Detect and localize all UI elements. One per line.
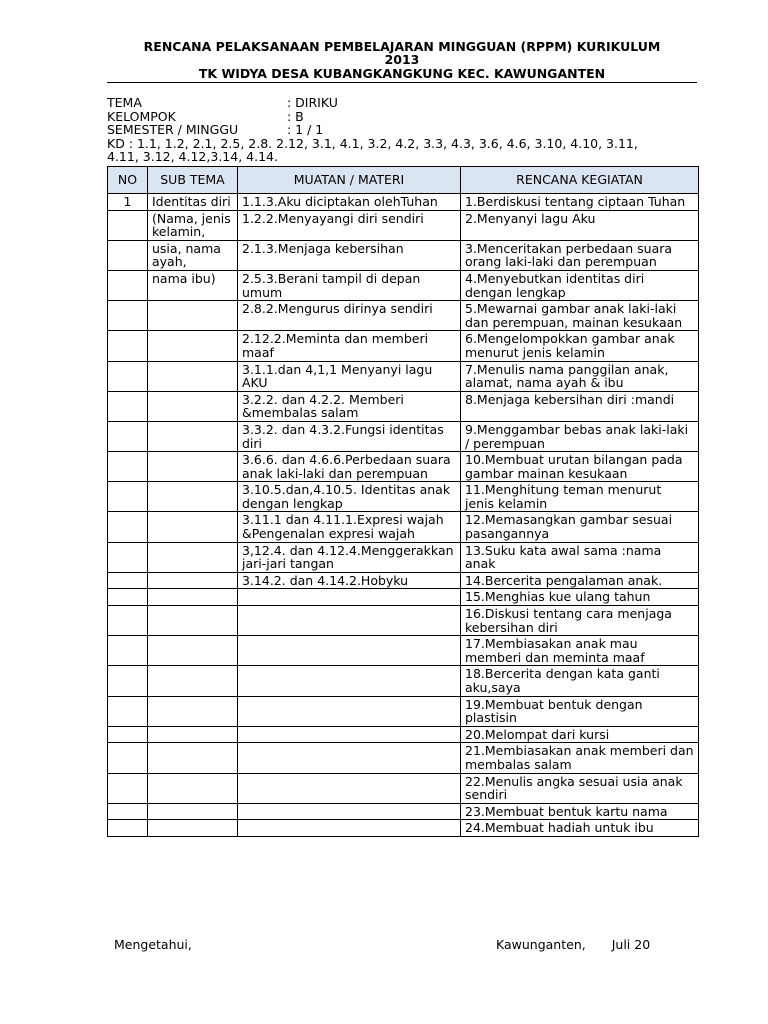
- footer-place: Kawunganten,: [496, 937, 586, 952]
- cell-sub-tema: [148, 666, 238, 696]
- cell-materi: [238, 606, 461, 636]
- table-row: [108, 361, 699, 391]
- cell-materi: [238, 696, 461, 726]
- cell-kegiatan: 3.Menceritakan perbedaan suara orang laki-laki dan perempuan: [461, 240, 699, 270]
- table-row: [108, 542, 699, 572]
- table-body: [108, 194, 699, 837]
- cell-no: [108, 696, 148, 726]
- cell-sub-tema: usia, nama ayah,: [148, 240, 238, 270]
- table-row: [108, 452, 699, 482]
- semester-label: SEMESTER / MINGGU: [107, 122, 239, 138]
- cell-no: [108, 572, 148, 589]
- cell-materi: 2.8.2.Mengurus dirinya sendiri: [238, 301, 461, 331]
- cell-sub-tema: [148, 743, 238, 773]
- cell-kegiatan: 7.Menulis nama panggilan anak, alamat, nama ayah & ibu: [461, 361, 699, 391]
- cell-sub-tema: [148, 726, 238, 743]
- cell-materi: 3.1.1.dan 4,1,1 Menyanyi lagu AKU: [238, 361, 461, 391]
- footer-place-date: [496, 937, 650, 952]
- cell-no: [108, 391, 148, 421]
- cell-kegiatan: 8.Menjaga kebersihan diri :mandi: [461, 391, 699, 421]
- cell-sub-tema: [148, 301, 238, 331]
- school-name: TK WIDYA DESA KUBANGKANGKUNG KEC. KAWUNGANTEN: [198, 66, 606, 81]
- cell-kegiatan: 9.Menggambar bebas anak laki-laki / perempuan: [461, 421, 699, 451]
- cell-sub-tema: nama ibu): [148, 270, 238, 300]
- cell-no: [108, 240, 148, 270]
- cell-sub-tema: [148, 512, 238, 542]
- table-row: [108, 572, 699, 589]
- cell-materi: 2.1.3.Menjaga kebersihan: [238, 240, 461, 270]
- table-row: [108, 210, 699, 240]
- table-row: [108, 726, 699, 743]
- cell-kegiatan: 18.Bercerita dengan kata ganti aku,saya: [461, 666, 699, 696]
- cell-kegiatan: 14.Bercerita pengalaman anak.: [461, 572, 699, 589]
- tema-value: : DIRIKU: [287, 95, 338, 110]
- footer-acknowledged: Mengetahui,: [114, 937, 192, 952]
- cell-kegiatan: 21.Membiasakan anak memberi dan membalas salam: [461, 743, 699, 773]
- table-row: [108, 666, 699, 696]
- cell-sub-tema: [148, 421, 238, 451]
- header-sub-tema: SUB TEMA: [148, 167, 238, 194]
- cell-sub-tema: [148, 542, 238, 572]
- cell-no: [108, 421, 148, 451]
- cell-no: [108, 210, 148, 240]
- cell-materi: 1.1.3.Aku diciptakan olehTuhan: [238, 194, 461, 211]
- cell-kegiatan: 6.Mengelompokkan gambar anak menurut jenis kelamin: [461, 331, 699, 361]
- table-row: [108, 301, 699, 331]
- cell-kegiatan: 16.Diskusi tentang cara menjaga kebersihan diri: [461, 606, 699, 636]
- cell-materi: 3,12.4. dan 4.12.4.Menggerakkan jari-jari tangan: [238, 542, 461, 572]
- cell-sub-tema: Identitas diri: [148, 194, 238, 211]
- cell-no: [108, 452, 148, 482]
- tema-label: TEMA: [107, 95, 142, 110]
- cell-sub-tema: [148, 636, 238, 666]
- table-row: [108, 589, 699, 606]
- cell-sub-tema: [148, 482, 238, 512]
- table-row: [108, 391, 699, 421]
- cell-kegiatan: 23.Membuat bentuk kartu nama: [461, 803, 699, 820]
- cell-no: [108, 803, 148, 820]
- lesson-plan-table: [107, 166, 699, 837]
- cell-sub-tema: [148, 606, 238, 636]
- cell-kegiatan: 20.Melompat dari kursi: [461, 726, 699, 743]
- cell-kegiatan: 13.Suku kata awal sama :nama anak: [461, 542, 699, 572]
- cell-materi: [238, 803, 461, 820]
- plan-metadata: [107, 96, 697, 164]
- table-row: [108, 803, 699, 820]
- table-row: [108, 743, 699, 773]
- cell-materi: [238, 636, 461, 666]
- cell-sub-tema: [148, 331, 238, 361]
- meta-kelompok: [107, 110, 697, 124]
- cell-materi: 2.12.2.Meminta dan memberi maaf: [238, 331, 461, 361]
- table-row: [108, 820, 699, 837]
- semester-value: : 1 / 1: [287, 122, 324, 138]
- table-row: [108, 331, 699, 361]
- cell-materi: 3.11.1 dan 4.11.1.Expresi wajah &Pengenalan expresi wajah: [238, 512, 461, 542]
- table-row: [108, 636, 699, 666]
- cell-kegiatan: 4.Menyebutkan identitas diri dengan lengkap: [461, 270, 699, 300]
- cell-materi: [238, 820, 461, 837]
- kelompok-label: KELOMPOK: [107, 108, 176, 124]
- cell-no: [108, 542, 148, 572]
- header-no: NO: [108, 167, 148, 194]
- cell-sub-tema: [148, 820, 238, 837]
- cell-materi: [238, 743, 461, 773]
- table-row: [108, 240, 699, 270]
- header-rencana-kegiatan: RENCANA KEGIATAN: [461, 167, 699, 194]
- cell-no: 1: [108, 194, 148, 211]
- cell-materi: [238, 666, 461, 696]
- cell-kegiatan: 10.Membuat urutan bilangan pada gambar mainan kesukaan: [461, 452, 699, 482]
- cell-no: [108, 512, 148, 542]
- cell-materi: 3.6.6. dan 4.6.6.Perbedaan suara anak laki-laki dan perempuan: [238, 452, 461, 482]
- kd-line-1: KD : 1.1, 1.2, 2.1, 2.5, 2.8. 2.12, 3.1, 4.1, 3.2, 4.2, 3.3, 4.3, 3.6, 4.6, 3.10, 4.10, 3.11,: [107, 135, 638, 151]
- cell-materi: 2.5.3.Berani tampil di depan umum: [238, 270, 461, 300]
- cell-materi: [238, 726, 461, 743]
- cell-kegiatan: 2.Menyanyi lagu Aku: [461, 210, 699, 240]
- cell-no: [108, 743, 148, 773]
- table-row: [108, 773, 699, 803]
- cell-sub-tema: [148, 572, 238, 589]
- table-row: [108, 421, 699, 451]
- meta-semester: [107, 123, 697, 137]
- cell-kegiatan: 19.Membuat bentuk dengan plastisin: [461, 696, 699, 726]
- cell-no: [108, 820, 148, 837]
- cell-sub-tema: [148, 773, 238, 803]
- cell-kegiatan: 17.Membiasakan anak mau memberi dan meminta maaf: [461, 636, 699, 666]
- cell-kegiatan: 12.Memasangkan gambar sesuai pasangannya: [461, 512, 699, 542]
- cell-kegiatan: 22.Menulis angka sesuai usia anak sendiri: [461, 773, 699, 803]
- cell-kegiatan: 11.Menghitung teman menurut jenis kelamin: [461, 482, 699, 512]
- cell-no: [108, 773, 148, 803]
- header-divider: [107, 82, 697, 83]
- cell-sub-tema: [148, 589, 238, 606]
- cell-no: [108, 666, 148, 696]
- table-header-row: [108, 167, 699, 194]
- cell-sub-tema: (Nama, jenis kelamin,: [148, 210, 238, 240]
- cell-kegiatan: 1.Berdiskusi tentang ciptaan Tuhan: [461, 194, 699, 211]
- cell-sub-tema: [148, 391, 238, 421]
- cell-sub-tema: [148, 696, 238, 726]
- cell-sub-tema: [148, 803, 238, 820]
- cell-no: [108, 482, 148, 512]
- cell-no: [108, 636, 148, 666]
- cell-no: [108, 606, 148, 636]
- cell-materi: 3.3.2. dan 4.3.2.Fungsi identitas diri: [238, 421, 461, 451]
- table-row: [108, 194, 699, 211]
- cell-no: [108, 589, 148, 606]
- meta-tema: [107, 96, 697, 110]
- cell-no: [108, 301, 148, 331]
- cell-kegiatan: 24.Membuat hadiah untuk ibu: [461, 820, 699, 837]
- cell-kegiatan: 15.Menghias kue ulang tahun: [461, 589, 699, 606]
- kd-line-2: 4.11, 3.12, 4.12,3.14, 4.14.: [107, 149, 278, 165]
- document-title: RENCANA PELAKSANAAN PEMBELAJARAN MINGGUAN (RPPM) KURIKULUM: [143, 39, 661, 54]
- cell-no: [108, 270, 148, 300]
- cell-materi: 3.2.2. dan 4.2.2. Memberi &membalas salam: [238, 391, 461, 421]
- table-row: [108, 482, 699, 512]
- cell-sub-tema: [148, 361, 238, 391]
- cell-materi: [238, 589, 461, 606]
- footer-date: Juli 20: [611, 937, 651, 952]
- cell-materi: 3.10.5.dan,4.10.5. Identitas anak dengan lengkap: [238, 482, 461, 512]
- kelompok-value: : B: [287, 108, 304, 124]
- table-row: [108, 512, 699, 542]
- document-title-year: 2013: [384, 52, 420, 67]
- header-muatan-materi: MUATAN / MATERI: [238, 167, 461, 194]
- table-row: [108, 270, 699, 300]
- table-row: [108, 606, 699, 636]
- cell-no: [108, 726, 148, 743]
- cell-kegiatan: 5.Mewarnai gambar anak laki-laki dan perempuan, mainan kesukaan: [461, 301, 699, 331]
- cell-materi: 1.2.2.Menyayangi diri sendiri: [238, 210, 461, 240]
- cell-materi: 3.14.2. dan 4.14.2.Hobyku: [238, 572, 461, 589]
- cell-no: [108, 331, 148, 361]
- cell-materi: [238, 773, 461, 803]
- cell-no: [108, 361, 148, 391]
- table-row: [108, 696, 699, 726]
- cell-sub-tema: [148, 452, 238, 482]
